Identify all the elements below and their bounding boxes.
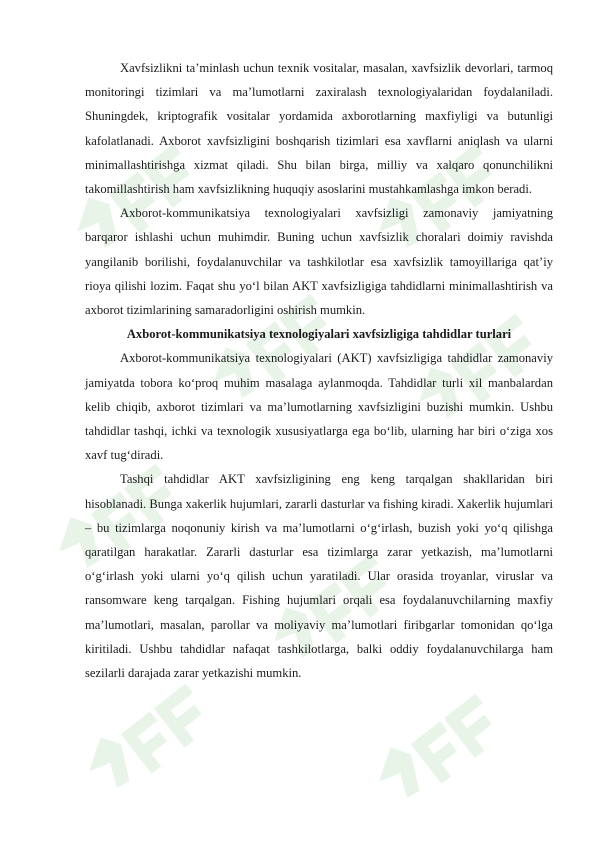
- document-body: [85, 56, 553, 685]
- paragraph-ict-security-importance: Axborot-kommunikatsiya texnologiyalari xavfsizligi zamonaviy jamiyatning barqaror ishlashi uchun muhimdir. Buning uchun xavfsizlik choralari doimiy ravishda yangilanib borilishi, foydalanuvchilar va tashkilotlar esa xavfsizlik tamoyillariga qat’iy rioya qilishi lozim. Faqat shu yo‘l bilan AKT xavfsizligiga tahdidlarni minimallashtirish va axborot tizimlarining samaradorligini oshirish mumkin.: [85, 206, 553, 318]
- paragraph-threats-overview: Axborot-kommunikatsiya texnologiyalari (AKT) xavfsizligiga tahdidlar zamonaviy jamiyatda tobora ko‘proq muhim masalaga aylanmoqda. Tahdidlar turli xil manbalardan kelib chiqib, axborot tizimlari va ma’lumotlarning xavfsizligini buzishi mumkin. Ushbu tahdidlar tashqi, ichki va texnologik xususiyatlarga ega bo‘lib, ularning har biri o‘ziga xos xavf tug‘diradi.: [85, 351, 553, 463]
- paragraph-external-threats: Tashqi tahdidlar AKT xavfsizligining eng keng tarqalgan shakllaridan biri hisoblanadi. Bunga xakerlik hujumlari, zararli dasturlar va fishing kiradi. Xakerlik hujumlari – bu tizimlarga noqonuniy kirish va ma’lumotlarni o‘g‘irlash, buzish yoki yo‘q qilishga qaratilgan harakatlar. Zararli dasturlar esa tizimlarga zarar yetkazish, ma’lumotlarni o‘g‘irlash yoki ularni yo‘q qilish uchun yaratiladi. Ular orasida troyanlar, viruslar va ransomware keng tarqalgan. Fishing hujumlari orqali esa foydalanuvchilarning maxfiy ma’lumotlari, masalan, parollar va moliyaviy ma’lumotlari firibgarlar tomonidan qo‘lga kiritiladi. Ushbu tahdidlar nafaqat tashkilotlarga, balki oddiy foydalanuvchilarga ham sezilarli darajada zarar yetkazishi mumkin.: [85, 472, 553, 681]
- watermark-logo-icon: [347, 664, 524, 831]
- paragraph-technical-means: Xavfsizlikni ta’minlash uchun texnik vositalar, masalan, xavfsizlik devorlari, tarmoq monitoringi tizimlari va ma’lumotlarni zaxiralash texnologiyalaridan foydalaniladi. Shuningdek, kriptografik vositalar yordamida axborotlarning maxfiyligi va butunligi kafolatlanadi. Axborot xavfsizligini boshqarish tizimlari esa xavflarni aniqlash va ularni minimallashtirishga xizmat qiladi. Shu bilan birga, milliy va xalqaro qonunchilikni takomillashtirish ham xavfsizlikning huquqiy asoslarini mustahkamlashga imkon beradi.: [85, 61, 553, 197]
- section-heading: Axborot-kommunikatsiya texnologiyalari xavfsizligiga tahdidlar turlari: [126, 327, 512, 342]
